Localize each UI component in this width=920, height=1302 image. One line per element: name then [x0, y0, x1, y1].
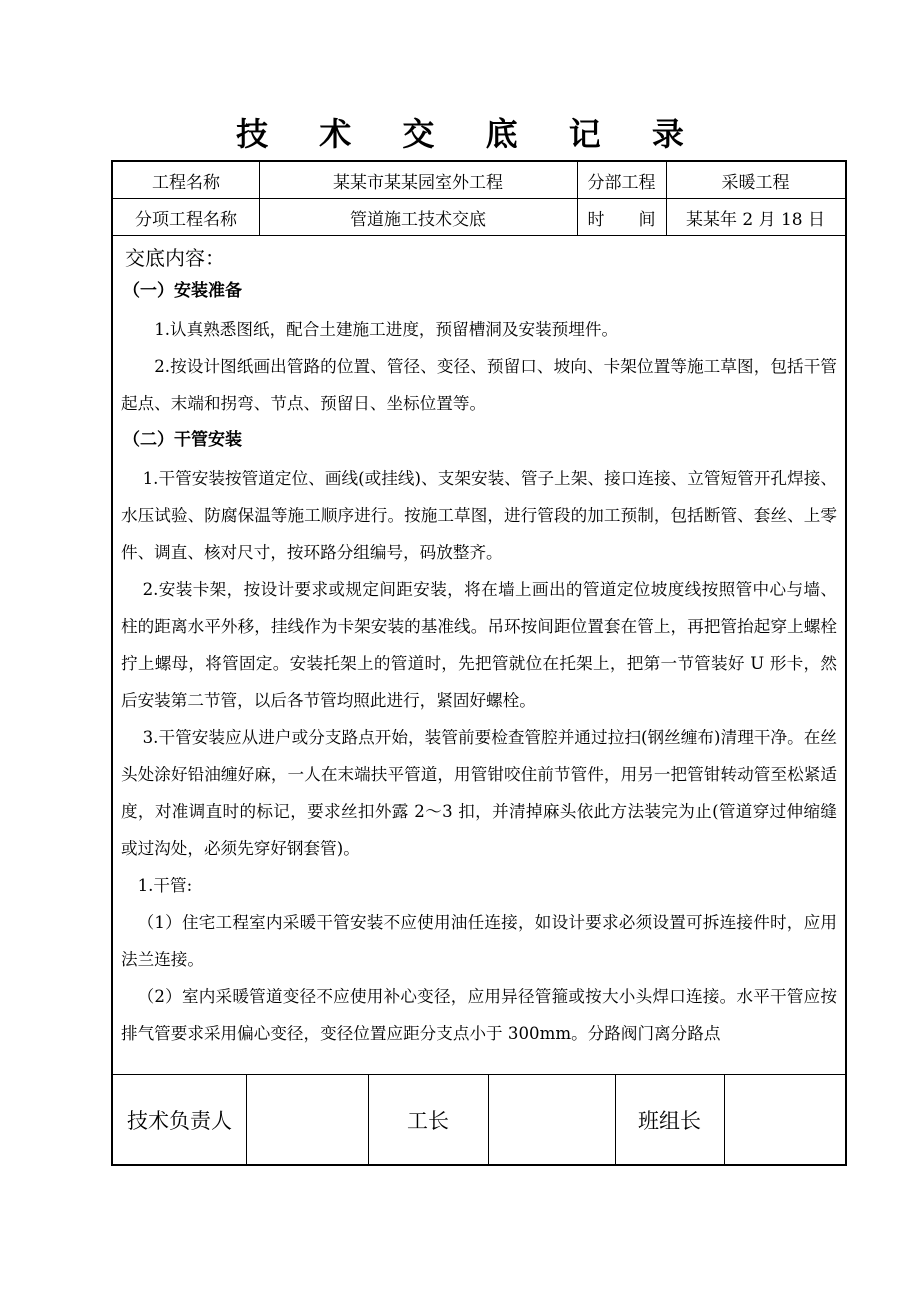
foreman-label: 工长 [407, 1108, 449, 1133]
division-label: 分部工程 [587, 172, 656, 193]
tech-lead-signature[interactable] [246, 1075, 368, 1164]
time-label: 时 间 [587, 209, 656, 230]
sub-heading: 1.干管: [137, 876, 193, 895]
document-title: 技 术 交 底 记 录 [236, 115, 704, 153]
section-heading-main-pipe: （二）干管安装 [123, 430, 242, 450]
paragraph: 2.按设计图纸画出管路的位置、管径、变径、预留口、坡向、卡架位置等施工草图，包括干管起点、末端和拐弯、节点、预留日、坐标位置等。 [121, 357, 837, 413]
briefing-content [113, 235, 845, 1075]
paragraph: 3.干管安装应从进户或分支路点开始，装管前要检查管腔并通过拉扫(钢丝缠布)清理干净。在丝头处涂好铅油缠好麻，一人在末端扶平管道，用管钳咬住前节管件，用另一把管钳转动管至松紧适度，对准调直时的标记，要求丝扣外露 2～3 扣，并清掉麻头依此方法装完为止(管道穿过伸缩缝或过沟处，必须先穿好钢套管)。 [121, 728, 837, 858]
project-name-value: 某某市某某园室外工程 [333, 172, 503, 193]
record-table [111, 160, 847, 1166]
content-intro: 交底内容： [125, 246, 225, 270]
foreman-signature[interactable] [488, 1075, 615, 1164]
signature-row [113, 1075, 845, 1164]
paragraph: 1.干管安装按管道定位、画线(或挂线)、支架安装、管子上架、接口连接、立管短管开孔焊接、水压试验、防腐保温等施工顺序进行。按施工草图，进行管段的加工预制，包括断管、套丝、上零件、调直、核对尺寸，按环路分组编号，码放整齐。 [121, 469, 837, 562]
list-item: （2）室内采暖管道变径不应使用补心变径，应用异径管箍或按大小头焊口连接。水平干管应按排气管要求采用偏心变径，变径位置应距分支点小于 300mm。分路阀门离分路点 [121, 987, 837, 1043]
team-lead-signature[interactable] [724, 1075, 845, 1164]
division-value: 采暖工程 [721, 172, 790, 193]
section-heading-installation-prep: （一）安装准备 [123, 281, 242, 301]
time-value: 某某年 2 月 18 日 [685, 209, 826, 230]
header-row-2 [113, 199, 845, 236]
team-lead-label: 班组长 [638, 1108, 701, 1133]
list-item: （1）住宅工程室内采暖干管安装不应使用油任连接，如设计要求必须设置可拆连接件时，应用法兰连接。 [121, 913, 837, 969]
project-name-label: 工程名称 [152, 172, 220, 193]
header-row-1 [113, 162, 845, 199]
paragraph: 1.认真熟悉图纸，配合土建施工进度，预留槽洞及安装预埋件。 [154, 320, 619, 339]
sub-item-value: 管道施工技术交底 [350, 209, 486, 230]
paragraph: 2.安装卡架，按设计要求或规定间距安装，将在墙上画出的管道定位坡度线按照管中心与墙、柱的距离水平外移，挂线作为卡架安装的基准线。吊环按间距位置套在管上，再把管抬起穿上螺栓拧上螺母，将管固定。安装托架上的管道时，先把管就位在托架上，把第一节管装好 U 形卡，然后安装第二节管，以后各节管均照此进行，紧固好螺栓。 [121, 580, 837, 710]
tech-lead-label: 技术负责人 [127, 1108, 232, 1133]
sub-item-label: 分项工程名称 [135, 209, 237, 230]
